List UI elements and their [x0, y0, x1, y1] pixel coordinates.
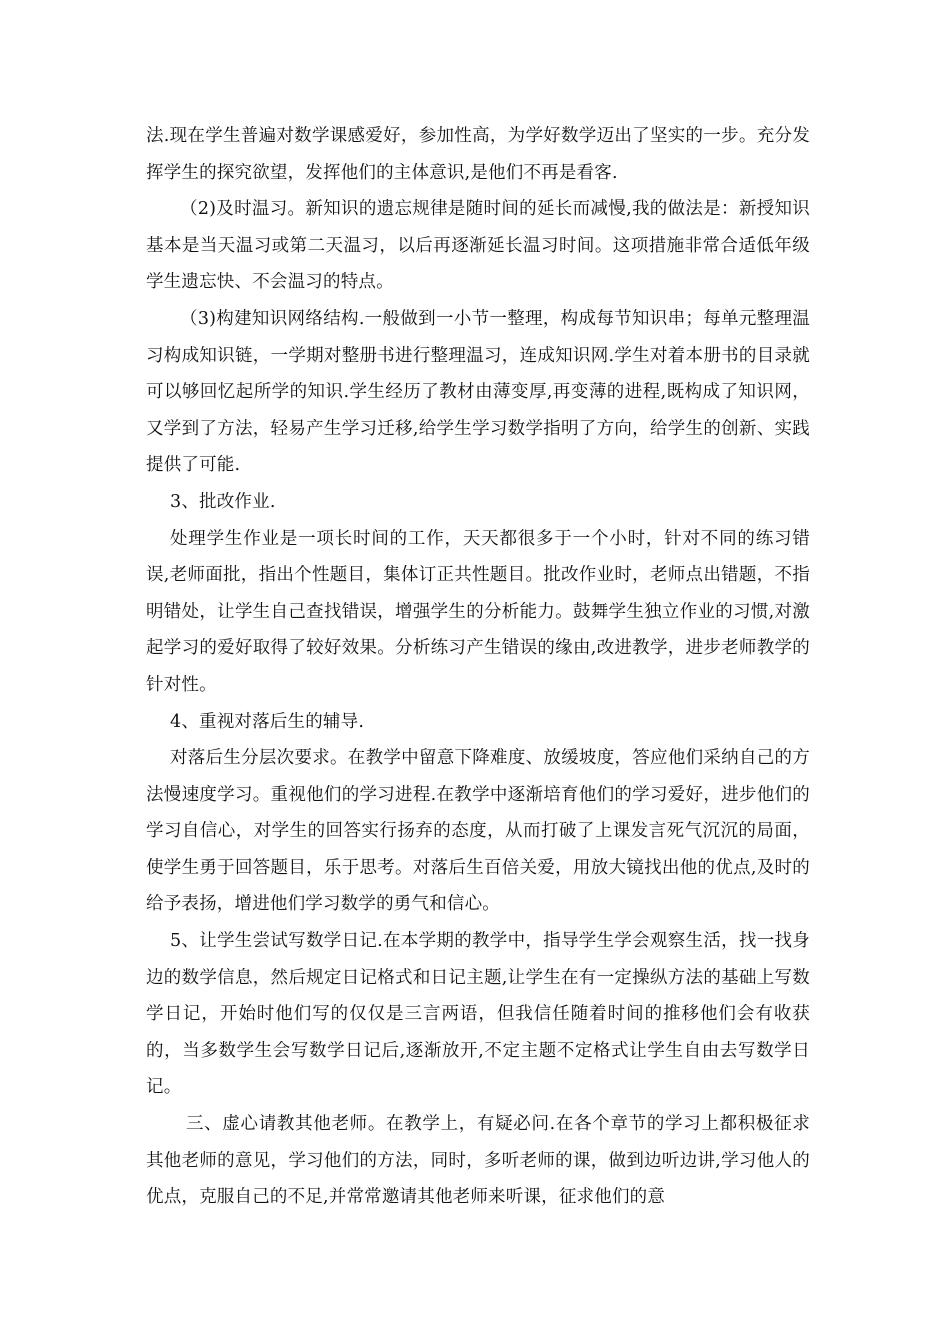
paragraph-timely-review: （2)及时温习。新知识的遗忘规律是随时间的延长而减慢,我的做法是：新授知识基本是当天温习或第二天温习，以后再逐渐延长温习时间。这项措施非常合适低年级学生遗忘快、不会温习的特点。 [146, 199, 810, 293]
paragraph-consult-teachers: 三、虚心请教其他老师。在教学上，有疑必问.在各个章节的学习上都积极征求其他老师的意见，学习他们的方法，同时，多听老师的课，做到边听边讲,学习他人的优点，克服自己的不足,并常常邀请其他老师来听课，征求他们的意 [146, 1114, 810, 1208]
section-heading-homework: 3、批改作业. [170, 491, 276, 512]
paragraph-math-diary: 5、让学生尝试写数学日记.在本学期的教学中，指导学生学会观察生活，找一找身边的数学信息，然后规定日记格式和日记主题,让学生在有一定操纵方法的基础上写数学日记，开始时他们写的仅仅是三言两语，但我信任随着时间的推移他们会有收获的，当多数学生会写数学日记后,逐渐放开,不定主题不定格式让学生自由去写数学日记。 [146, 931, 810, 1098]
paragraph-continuation: 法.现在学生普遍对数学课感爱好，参加性高，为学好数学迈出了坚实的一步。充分发挥学生的探究欲望，发挥他们的主体意识,是他们不再是看客. [146, 126, 810, 183]
paragraph-homework: 处理学生作业是一项长时间的工作，天天都很多于一个小时，针对不同的练习错误,老师面批，指出个性题目，集体订正共性题目。批改作业时，老师点出错题，不指明错处，让学生自己查找错误，增强学生的分析能力。鼓舞学生独立作业的习惯,对激起学习的爱好取得了较好效果。分析练习产生错误的缘由,改进教学，进步老师教学的针对性。 [146, 528, 810, 695]
document-body [146, 118, 810, 1216]
paragraph-struggling-students: 对落后生分层次要求。在教学中留意下降难度、放缓坡度，答应他们采纳自己的方法慢速度学习。重视他们的学习进程.在教学中逐渐培育他们的学习爱好，进步他们的学习自信心，对学生的回答实行扬弃的态度，从而打破了上课发言死气沉沉的局面，使学生勇于回答题目，乐于思考。对落后生百倍关爱，用放大镜找出他的优点,及时的给予表扬，增进他们学习数学的勇气和信心。 [146, 748, 810, 915]
paragraph-knowledge-network: （3)构建知识网络结构.一般做到一小节一整理，构成每节知识串；每单元整理温习构成知识链，一学期对整册书进行整理温习，连成知识网.学生对着本册书的目录就可以够回忆起所学的知识.学生经历了教材由薄变厚,再变薄的进程,既构成了知识网，又学到了方法，轻易产生学习迁移,给学生学习数学指明了方向，给学生的创新、实践提供了可能. [146, 308, 810, 476]
section-heading-struggling-students: 4、重视对落后生的辅导. [170, 711, 365, 732]
